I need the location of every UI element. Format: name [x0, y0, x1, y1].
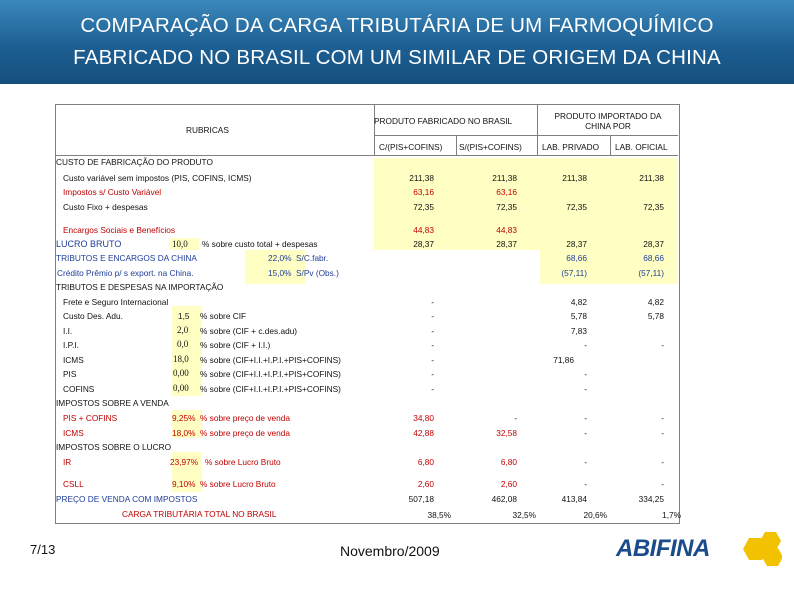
cell-value: 28,37: [566, 239, 587, 249]
cell-value: 4,82: [647, 297, 664, 307]
cell-value: 5,78: [570, 311, 587, 321]
cell-value: -: [661, 457, 664, 467]
row-label: Encargos Sociais e Benefícios: [63, 225, 176, 235]
cell-value: 72,35: [496, 202, 517, 212]
row-label: ICMS: [63, 428, 84, 438]
pct-value: 18,0: [173, 354, 189, 364]
cell-value: -: [431, 384, 434, 394]
cell-value: -: [661, 413, 664, 423]
row-desc: % sobre custo total + despesas: [202, 239, 318, 249]
header-s-pis: S/(PIS+COFINS): [459, 142, 522, 152]
row-desc: % sobre (CIF+I.I.+I.P.I.+PIS+COFINS): [200, 384, 341, 394]
cell-value: 1,7%: [662, 510, 681, 520]
row-label: CSLL: [63, 479, 84, 489]
row-desc: S/Pv (Obs.): [296, 268, 339, 278]
cell-value: 507,18: [408, 494, 434, 504]
cell-value: -: [584, 479, 587, 489]
row-label: Crédito Prêmio p/ s export. na China.: [57, 268, 194, 278]
pct-value: 9,25%: [172, 413, 196, 423]
pct-value: 10,0: [172, 239, 188, 249]
cell-value: 211,38: [562, 173, 587, 183]
pct-value: 22,0%: [268, 253, 292, 263]
header-produto-china: PRODUTO IMPORTADO DA CHINA POR: [554, 111, 662, 131]
row-label: CARGA TRIBUTÁRIA TOTAL NO BRASIL: [122, 509, 277, 519]
cell-value: 42,88: [413, 428, 434, 438]
cell-value: -: [584, 457, 587, 467]
page-number: 7/13: [30, 542, 56, 557]
cell-value: 32,5%: [512, 510, 536, 520]
section-tributos-importacao: TRIBUTOS E DESPESAS NA IMPORTAÇÃO: [56, 282, 224, 292]
header-lab-oficial: LAB. OFICIAL: [615, 142, 668, 152]
cell-value: 32,58: [496, 428, 517, 438]
row-desc: % sobre (CIF+I.I.+I.P.I.+PIS+COFINS): [200, 369, 341, 379]
row-label: COFINS: [63, 384, 95, 394]
cell-value: 2,60: [500, 479, 517, 489]
row-label: PIS + COFINS: [63, 413, 118, 423]
row-desc: % sobre Lucro Bruto: [200, 479, 276, 489]
cell-value: 211,38: [409, 173, 434, 183]
row-label: Custo Des. Adu.: [63, 311, 123, 321]
abifina-logo: [616, 527, 782, 567]
row-label: LUCRO BRUTO: [56, 239, 122, 249]
title-line-2: FABRICADO NO BRASIL COM UM SIMILAR DE ORIGEM DA CHINA: [73, 46, 721, 69]
cell-value: -: [584, 340, 587, 350]
cell-value: -: [431, 355, 434, 365]
cell-value: -: [584, 384, 587, 394]
cell-value: -: [431, 297, 434, 307]
row-label: IR: [63, 457, 72, 467]
cell-value: 44,83: [413, 225, 434, 235]
header-lab-privado: LAB. PRIVADO: [542, 142, 600, 152]
row-desc: % sobre Lucro Bruto: [205, 457, 281, 467]
cell-value: 38,5%: [427, 510, 451, 520]
cell-value: -: [431, 326, 434, 336]
footer-date: Novembro/2009: [340, 543, 440, 559]
section-impostos-venda: IMPOSTOS SOBRE A VENDA: [56, 398, 169, 408]
cell-value: -: [584, 413, 587, 423]
pct-value: 1,5: [178, 311, 190, 321]
cell-value: 6,80: [500, 457, 517, 467]
pct-value: 18,0%: [172, 428, 196, 438]
cell-value: 63,16: [496, 187, 517, 197]
header-vline-1: [374, 104, 375, 155]
row-label: PIS: [63, 369, 77, 379]
cell-value: 72,35: [643, 202, 664, 212]
cell-value: -: [514, 413, 517, 423]
cell-value: 28,37: [413, 239, 434, 249]
row-desc: % sobre CIF: [200, 311, 247, 321]
pct-value: 9,10%: [172, 479, 196, 489]
cell-value: -: [584, 369, 587, 379]
header-produto-brasil: PRODUTO FABRICADO NO BRASIL: [374, 116, 513, 126]
cell-value: 34,80: [413, 413, 434, 423]
title-bar: [0, 0, 794, 84]
cell-value: 63,16: [413, 187, 434, 197]
cell-value: -: [661, 428, 664, 438]
row-desc: % sobre (CIF+I.I.+I.P.I.+PIS+COFINS): [200, 355, 341, 365]
row-label: TRIBUTOS E ENCARGOS DA CHINA: [56, 253, 197, 263]
cell-value: 334,25: [638, 494, 664, 504]
cell-value: -: [661, 340, 664, 350]
pct-value: 23,97%: [170, 457, 199, 467]
header-rubricas: RUBRICAS: [186, 125, 229, 135]
row-label: PREÇO DE VENDA COM IMPOSTOS: [56, 494, 198, 504]
header-vline-4: [610, 135, 611, 155]
pct-value: 15,0%: [268, 268, 292, 278]
cell-value: -: [584, 428, 587, 438]
cell-value: 44,83: [496, 225, 517, 235]
pct-value: 0,00: [173, 368, 189, 378]
row-desc: % sobre (CIF + I.I.): [200, 340, 271, 350]
row-label: Impostos s/ Custo Variável: [63, 187, 162, 197]
header-vline-3: [537, 104, 538, 155]
row-label: Frete e Seguro Internacional: [63, 297, 169, 307]
row-label: Custo Fixo + despesas: [63, 202, 148, 212]
cell-value: 28,37: [496, 239, 517, 249]
logo-text: ABIFINA: [616, 535, 710, 562]
row-desc: % sobre preço de venda: [200, 413, 290, 423]
cell-value: 72,35: [566, 202, 587, 212]
row-label: Custo variável sem impostos (PIS, COFINS, ICMS): [63, 173, 252, 183]
cell-value: 211,38: [492, 173, 517, 183]
cell-value: -: [661, 479, 664, 489]
header-c-pis: C/(PIS+COFINS): [379, 142, 443, 152]
header-vline-2: [456, 135, 457, 155]
cell-value: 68,66: [566, 253, 587, 263]
cell-value: -: [431, 340, 434, 350]
header-bottom-line: [55, 155, 678, 156]
cell-value: 5,78: [647, 311, 664, 321]
cell-value: -: [431, 369, 434, 379]
header-divider: [374, 135, 678, 136]
cell-value: 413,84: [561, 494, 587, 504]
cell-value: 211,38: [639, 173, 664, 183]
cell-value: 4,82: [570, 297, 587, 307]
pct-value: 2,0: [177, 325, 189, 335]
section-custo-fabricacao: CUSTO DE FABRICAÇÃO DO PRODUTO: [56, 157, 213, 167]
row-label: I.I.: [63, 326, 73, 336]
row-desc: S/C.fabr.: [296, 253, 329, 263]
cell-value: 28,37: [643, 239, 664, 249]
row-label: I.P.I.: [63, 340, 79, 350]
pct-value: 0,00: [173, 383, 189, 393]
cell-value: 6,80: [417, 457, 434, 467]
cell-value: 2,60: [417, 479, 434, 489]
cell-value: 20,6%: [583, 510, 607, 520]
cell-value: 7,83: [570, 326, 587, 336]
row-desc: % sobre (CIF + c.des.adu): [200, 326, 298, 336]
cell-value: -: [431, 311, 434, 321]
pct-value: 0,0: [177, 339, 189, 349]
row-label: ICMS: [63, 355, 84, 365]
section-impostos-lucro: IMPOSTOS SOBRE O LUCRO: [56, 442, 172, 452]
cell-value: (57,11): [638, 268, 664, 278]
cell-value: 68,66: [643, 253, 664, 263]
cell-value: 72,35: [413, 202, 434, 212]
title-line-1: COMPARAÇÃO DA CARGA TRIBUTÁRIA DE UM FARMOQUÍMICO: [80, 14, 714, 37]
row-desc: % sobre preço de venda: [200, 428, 290, 438]
cell-value: 462,08: [491, 494, 517, 504]
cell-value: (57,11): [561, 268, 587, 278]
cell-value: 71,86: [553, 355, 574, 365]
